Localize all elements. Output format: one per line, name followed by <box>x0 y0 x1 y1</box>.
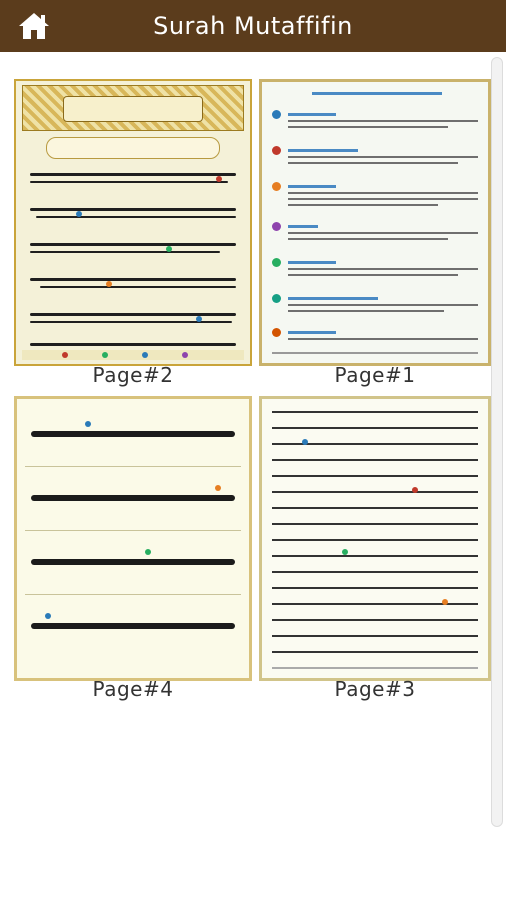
quran-page-image <box>259 396 491 681</box>
vertical-scrollbar[interactable] <box>491 57 503 827</box>
page-caption-4: Page#4 <box>92 677 174 701</box>
tajweed-rules-image <box>259 79 491 366</box>
page-caption-2: Page#2 <box>92 363 174 387</box>
page-title: Surah Mutaffifin <box>153 12 353 40</box>
page-thumbnail-4[interactable] <box>14 396 252 681</box>
page-thumbnail-1[interactable] <box>259 79 491 366</box>
quran-page-image <box>14 396 252 681</box>
page-caption-1: Page#1 <box>334 363 416 387</box>
page-caption-3: Page#3 <box>334 677 416 701</box>
page-thumbnail-2[interactable] <box>14 79 252 366</box>
quran-page-image <box>14 79 252 366</box>
page-thumbnail-3[interactable] <box>259 396 491 681</box>
page-grid <box>0 52 506 900</box>
top-bar <box>0 0 506 52</box>
